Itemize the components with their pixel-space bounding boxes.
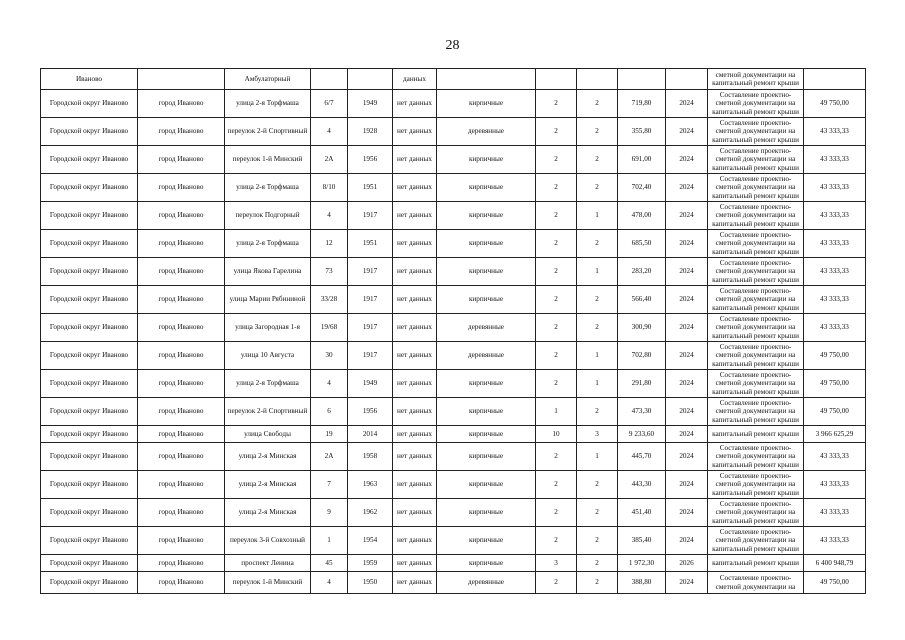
cell-floors: 2 [577,286,618,314]
cell-city: город Иваново [138,118,225,146]
cell-plan-year: 2024 [666,572,708,594]
cell-house: 6/7 [311,90,348,118]
cell-region: Городской округ Иваново [41,370,138,398]
cell-region: Городской округ Иваново [41,426,138,443]
table-row [41,471,866,499]
cell-region: Городской округ Иваново [41,572,138,594]
cell-house: 30 [311,342,348,370]
cell-street: проспект Ленина [225,555,311,572]
cell-house: 19 [311,426,348,443]
cell-material: деревянные [437,314,536,342]
cell-price: 43 333,33 [804,314,866,342]
cell-year: 1958 [348,443,393,471]
cell-house: 8/10 [311,174,348,202]
cell-house: 12 [311,230,348,258]
cell-year: 2014 [348,426,393,443]
cell-work: Составление проектно-сметной документации на капитальный ремонт крыши [708,499,804,527]
cell-street: улица Якова Гарелина [225,258,311,286]
cell-region: Городской округ Иваново [41,174,138,202]
cell-street: улица Марии Рябининой [225,286,311,314]
cell-area: 702,40 [618,174,666,202]
cell-material: кирпичные [437,202,536,230]
cell-region: Городской округ Иваново [41,146,138,174]
records-body [41,69,866,594]
cell-year: 1928 [348,118,393,146]
cell-city: город Иваново [138,230,225,258]
cell-street: улица 2-я Минская [225,443,311,471]
cell-entrances: 2 [536,443,577,471]
cell-area: 445,70 [618,443,666,471]
cell-floors-note: нет данных [393,174,437,202]
cell-material: кирпичные [437,471,536,499]
cell-entrances [536,69,577,90]
cell-area: 478,00 [618,202,666,230]
table-row [41,342,866,370]
cell-work: Составление проектно-сметной документации на капитальный ремонт крыши [708,118,804,146]
table-row [41,118,866,146]
cell-area: 451,40 [618,499,666,527]
cell-city: город Иваново [138,90,225,118]
cell-price: 43 333,33 [804,286,866,314]
cell-city: город Иваново [138,527,225,555]
cell-region: Городской округ Иваново [41,527,138,555]
cell-material: кирпичные [437,258,536,286]
cell-floors-note: нет данных [393,146,437,174]
cell-region: Городской округ Иваново [41,342,138,370]
cell-year: 1951 [348,174,393,202]
table-row [41,527,866,555]
cell-floors-note: данных [393,69,437,90]
cell-area: 691,00 [618,146,666,174]
table-row [41,443,866,471]
cell-city: город Иваново [138,443,225,471]
cell-city: город Иваново [138,555,225,572]
cell-street: улица 10 Августа [225,342,311,370]
cell-floors-note: нет данных [393,314,437,342]
cell-work: капитальный ремонт крыши [708,426,804,443]
cell-price: 43 333,33 [804,174,866,202]
cell-area: 473,30 [618,398,666,426]
cell-price: 43 333,33 [804,118,866,146]
cell-material: кирпичные [437,370,536,398]
cell-work: сметной документации на капитальный ремонт крыши [708,69,804,90]
page-number: 28 [445,38,460,53]
cell-material: кирпичные [437,527,536,555]
cell-region: Городской округ Иваново [41,555,138,572]
cell-house: 4 [311,370,348,398]
cell-price: 49 750,00 [804,342,866,370]
cell-material: кирпичные [437,555,536,572]
cell-year: 1917 [348,286,393,314]
cell-area: 566,40 [618,286,666,314]
cell-year: 1959 [348,555,393,572]
cell-plan-year: 2024 [666,230,708,258]
cell-city: город Иваново [138,342,225,370]
cell-city: город Иваново [138,499,225,527]
cell-price: 6 400 948,79 [804,555,866,572]
cell-area: 283,20 [618,258,666,286]
cell-house [311,69,348,90]
table-row [41,398,866,426]
cell-year: 1917 [348,202,393,230]
cell-street: улица 2-я Торфмаша [225,174,311,202]
cell-material: кирпичные [437,174,536,202]
cell-region: Городской округ Иваново [41,258,138,286]
cell-work: Составление проектно-сметной документации на капитальный ремонт крыши [708,258,804,286]
records-table [40,68,866,594]
cell-material: деревянные [437,572,536,594]
cell-region: Городской округ Иваново [41,314,138,342]
cell-plan-year: 2024 [666,118,708,146]
cell-city: город Иваново [138,314,225,342]
cell-price [804,69,866,90]
cell-work: Составление проектно-сметной документации на капитальный ремонт крыши [708,146,804,174]
cell-city: город Иваново [138,426,225,443]
cell-price: 43 333,33 [804,258,866,286]
cell-entrances: 2 [536,499,577,527]
cell-house: 4 [311,202,348,230]
cell-region: Городской округ Иваново [41,90,138,118]
cell-floors-note: нет данных [393,527,437,555]
cell-city [138,69,225,90]
cell-material: кирпичные [437,286,536,314]
cell-floors-note: нет данных [393,286,437,314]
cell-work: Составление проектно-сметной документации на капитальный ремонт крыши [708,90,804,118]
cell-city: город Иваново [138,258,225,286]
cell-house: 2А [311,146,348,174]
cell-floors: 1 [577,202,618,230]
cell-floors-note: нет данных [393,202,437,230]
cell-floors: 2 [577,314,618,342]
cell-year: 1956 [348,146,393,174]
cell-work: Составление проектно-сметной документации на капитальный ремонт крыши [708,230,804,258]
cell-area: 1 972,30 [618,555,666,572]
cell-entrances: 2 [536,90,577,118]
cell-work: Составление проектно-сметной документации на капитальный ремонт крыши [708,202,804,230]
cell-material: кирпичные [437,499,536,527]
cell-plan-year: 2024 [666,342,708,370]
cell-price: 49 750,00 [804,90,866,118]
cell-floors: 2 [577,90,618,118]
cell-work: Составление проектно-сметной документации на капитальный ремонт крыши [708,370,804,398]
cell-city: город Иваново [138,572,225,594]
cell-price: 43 333,33 [804,499,866,527]
cell-floors: 2 [577,174,618,202]
cell-year: 1951 [348,230,393,258]
cell-floors: 2 [577,146,618,174]
cell-year: 1917 [348,342,393,370]
table-row [41,370,866,398]
cell-area: 355,80 [618,118,666,146]
cell-material: кирпичные [437,146,536,174]
cell-region: Городской округ Иваново [41,286,138,314]
cell-plan-year: 2024 [666,370,708,398]
cell-city: город Иваново [138,286,225,314]
cell-street: переулок 2-й Спортивный [225,118,311,146]
table-row [41,230,866,258]
cell-plan-year: 2024 [666,202,708,230]
cell-entrances: 2 [536,314,577,342]
cell-plan-year [666,69,708,90]
cell-entrances: 2 [536,146,577,174]
cell-house: 73 [311,258,348,286]
table-row [41,146,866,174]
cell-material [437,69,536,90]
cell-house: 1 [311,527,348,555]
cell-floors-note: нет данных [393,398,437,426]
cell-floors: 2 [577,118,618,146]
table-row [41,499,866,527]
cell-price: 43 333,33 [804,443,866,471]
cell-year [348,69,393,90]
cell-house: 33/28 [311,286,348,314]
cell-floors: 1 [577,443,618,471]
table-row [41,69,866,90]
cell-price: 49 750,00 [804,572,866,594]
cell-plan-year: 2024 [666,258,708,286]
cell-plan-year: 2024 [666,499,708,527]
cell-material: кирпичные [437,90,536,118]
cell-plan-year: 2024 [666,90,708,118]
table-row [41,314,866,342]
cell-region: Городской округ Иваново [41,398,138,426]
cell-house: 6 [311,398,348,426]
cell-street: улица 2-я Торфмаша [225,90,311,118]
cell-material: деревянные [437,342,536,370]
cell-region: Городской округ Иваново [41,230,138,258]
cell-entrances: 2 [536,202,577,230]
cell-floors-note: нет данных [393,555,437,572]
cell-house: 7 [311,471,348,499]
cell-price: 43 333,33 [804,146,866,174]
cell-floors-note: нет данных [393,499,437,527]
table-row [41,286,866,314]
cell-plan-year: 2024 [666,146,708,174]
cell-region: Иваново [41,69,138,90]
cell-year: 1949 [348,370,393,398]
cell-material: кирпичные [437,398,536,426]
cell-work: Составление проектно-сметной документации на капитальный ремонт крыши [708,174,804,202]
cell-work: Составление проектно-сметной документации на капитальный ремонт крыши [708,314,804,342]
cell-entrances: 2 [536,370,577,398]
cell-house: 4 [311,118,348,146]
cell-area: 300,90 [618,314,666,342]
cell-year: 1917 [348,314,393,342]
cell-year: 1956 [348,398,393,426]
cell-area: 702,80 [618,342,666,370]
cell-floors-note: нет данных [393,471,437,499]
cell-floors: 1 [577,342,618,370]
cell-plan-year: 2024 [666,398,708,426]
cell-floors-note: нет данных [393,572,437,594]
cell-area: 685,50 [618,230,666,258]
table-row [41,555,866,572]
cell-house: 45 [311,555,348,572]
cell-entrances: 2 [536,342,577,370]
cell-year: 1917 [348,258,393,286]
cell-work: Составление проектно-сметной документации на капитальный ремонт крыши [708,286,804,314]
cell-city: город Иваново [138,398,225,426]
cell-city: город Иваново [138,174,225,202]
cell-entrances: 2 [536,471,577,499]
cell-street: переулок 2-й Спортивный [225,398,311,426]
cell-region: Городской округ Иваново [41,202,138,230]
cell-year: 1949 [348,90,393,118]
cell-price: 49 750,00 [804,398,866,426]
cell-street: улица 2-я Минская [225,499,311,527]
cell-material: кирпичные [437,426,536,443]
cell-house: 4 [311,572,348,594]
cell-plan-year: 2026 [666,555,708,572]
cell-entrances: 2 [536,527,577,555]
cell-house: 9 [311,499,348,527]
cell-area: 9 233,60 [618,426,666,443]
cell-floors: 2 [577,230,618,258]
cell-entrances: 2 [536,118,577,146]
cell-floors: 2 [577,499,618,527]
cell-work: Составление проектно-сметной документации на капитальный ремонт крыши [708,527,804,555]
cell-floors: 2 [577,555,618,572]
cell-street: улица Загородная 1-я [225,314,311,342]
cell-region: Городской округ Иваново [41,118,138,146]
cell-year: 1954 [348,527,393,555]
cell-floors-note: нет данных [393,230,437,258]
cell-material: кирпичные [437,230,536,258]
cell-plan-year: 2024 [666,426,708,443]
cell-plan-year: 2024 [666,286,708,314]
cell-plan-year: 2024 [666,314,708,342]
cell-price: 3 966 625,29 [804,426,866,443]
cell-street: улица Свободы [225,426,311,443]
cell-city: город Иваново [138,146,225,174]
cell-street: переулок 3-й Совхозный [225,527,311,555]
cell-work: Составление проектно-сметной документации на капитальный ремонт крыши [708,342,804,370]
cell-price: 43 333,33 [804,527,866,555]
cell-material: кирпичные [437,443,536,471]
cell-floors [577,69,618,90]
cell-entrances: 2 [536,286,577,314]
cell-price: 43 333,33 [804,230,866,258]
cell-entrances: 10 [536,426,577,443]
cell-city: город Иваново [138,370,225,398]
cell-plan-year: 2024 [666,471,708,499]
cell-street: переулок 1-й Минский [225,572,311,594]
cell-price: 43 333,33 [804,471,866,499]
cell-area: 388,80 [618,572,666,594]
cell-region: Городской округ Иваново [41,471,138,499]
cell-street: Амбулаторный [225,69,311,90]
cell-entrances: 1 [536,398,577,426]
table-row [41,572,866,594]
cell-house: 19/68 [311,314,348,342]
cell-floors: 2 [577,572,618,594]
table-row [41,202,866,230]
cell-area [618,69,666,90]
cell-floors-note: нет данных [393,258,437,286]
cell-year: 1963 [348,471,393,499]
cell-street: улица 2-я Торфмаша [225,230,311,258]
cell-entrances: 2 [536,572,577,594]
cell-floors-note: нет данных [393,426,437,443]
cell-area: 385,40 [618,527,666,555]
cell-year: 1950 [348,572,393,594]
cell-street: переулок Подгорный [225,202,311,230]
cell-floors-note: нет данных [393,342,437,370]
cell-material: деревянные [437,118,536,146]
cell-city: город Иваново [138,202,225,230]
cell-city: город Иваново [138,471,225,499]
cell-entrances: 3 [536,555,577,572]
cell-floors: 2 [577,527,618,555]
table-row [41,258,866,286]
cell-floors: 2 [577,471,618,499]
cell-area: 443,30 [618,471,666,499]
cell-floors-note: нет данных [393,118,437,146]
cell-area: 719,80 [618,90,666,118]
table-row [41,90,866,118]
cell-plan-year: 2024 [666,527,708,555]
cell-entrances: 2 [536,230,577,258]
cell-floors-note: нет данных [393,90,437,118]
cell-work: Составление проектно-сметной документации на капитальный ремонт крыши [708,471,804,499]
cell-floors: 3 [577,426,618,443]
table-row [41,174,866,202]
cell-floors-note: нет данных [393,370,437,398]
cell-floors: 2 [577,398,618,426]
cell-work: Составление проектно-сметной документации на капитальный ремонт крыши [708,398,804,426]
cell-floors: 1 [577,258,618,286]
cell-price: 49 750,00 [804,370,866,398]
cell-price: 43 333,33 [804,202,866,230]
cell-region: Городской округ Иваново [41,499,138,527]
cell-work: капитальный ремонт крыши [708,555,804,572]
cell-work: Составление проектно-сметной документации на капитальный ремонт крыши [708,443,804,471]
cell-house: 2А [311,443,348,471]
cell-work: Составление проектно-сметной документации на [708,572,804,594]
cell-plan-year: 2024 [666,174,708,202]
cell-street: переулок 1-й Минский [225,146,311,174]
cell-plan-year: 2024 [666,443,708,471]
cell-street: улица 2-я Минская [225,471,311,499]
cell-entrances: 2 [536,258,577,286]
cell-floors: 1 [577,370,618,398]
cell-street: улица 2-я Торфмаша [225,370,311,398]
cell-year: 1962 [348,499,393,527]
cell-region: Городской округ Иваново [41,443,138,471]
cell-floors-note: нет данных [393,443,437,471]
cell-entrances: 2 [536,174,577,202]
table-row [41,426,866,443]
cell-area: 291,80 [618,370,666,398]
